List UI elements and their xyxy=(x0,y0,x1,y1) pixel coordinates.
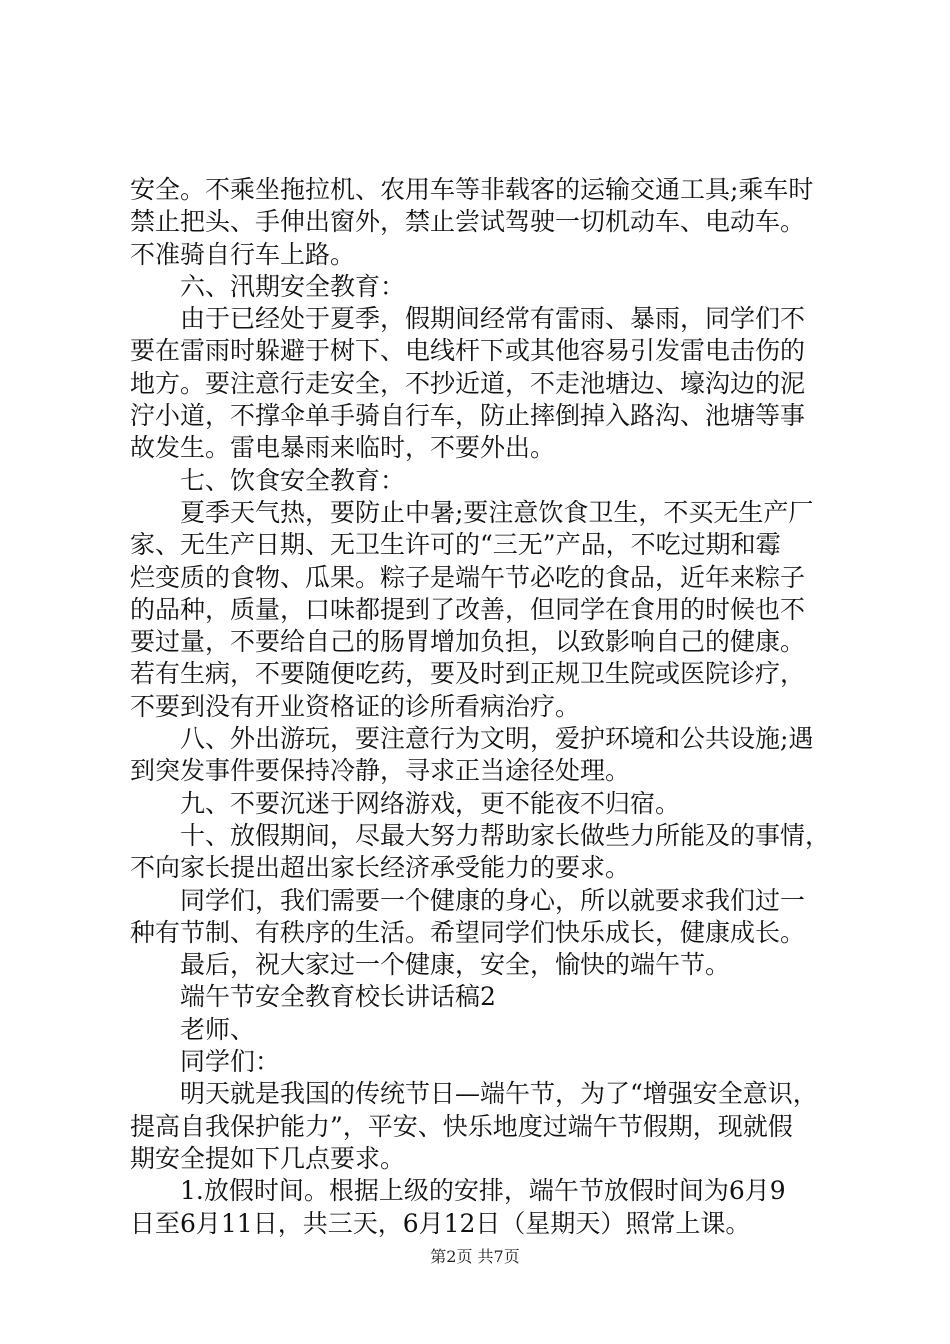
text-line: 同学们： xyxy=(180,1047,281,1077)
text-line: 1.放假时间。根据上级的安排，端午节放假时间为6月9 xyxy=(180,1176,786,1206)
text-line: 家、无生产日期、无卫生许可的“三无”产品，不吃过期和霉 xyxy=(130,530,781,560)
text-line: 要在雷雨时躲避于树下、电线杆下或其他容易引发雷电击伤的 xyxy=(130,336,806,366)
text-line: 夏季天气热，要防止中暑;要注意饮食卫生，不买无生产厂 xyxy=(180,497,814,527)
text-line: 泞小道，不撑伞单手骑自行车，防止摔倒掉入路沟、池塘等事 xyxy=(130,401,806,431)
text-line: 最后，祝大家过一个健康，安全，愉快的端午节。 xyxy=(180,950,731,980)
text-line: 不向家长提出超出家长经济承受能力的要求。 xyxy=(130,853,631,883)
text-line: 八、外出游玩，要注意行为文明，爱护环境和公共设施;遇 xyxy=(180,724,814,754)
text-line: 不准骑自行车上路。 xyxy=(130,239,356,269)
text-line: 六、汛期安全教育： xyxy=(180,271,406,301)
text-line: 端午节安全教育校长讲话稿2 xyxy=(180,982,496,1012)
text-line: 安全。不乘坐拖拉机、农用车等非载客的运输交通工具;乘车时 xyxy=(130,175,814,204)
text-line: 十、放假期间，尽最大努力帮助家长做些力所能及的事情， xyxy=(180,820,831,850)
text-line: 老师、 xyxy=(180,1014,256,1044)
text-line: 由于已经处于夏季，假期间经常有雷雨、暴雨，同学们不 xyxy=(180,304,806,334)
text-line: 同学们，我们需要一个健康的身心，所以就要求我们过一 xyxy=(180,885,806,915)
document-body xyxy=(130,174,830,1240)
text-line: 日至6月11日，共三天，6月12日（星期天）照常上课。 xyxy=(130,1208,751,1238)
page-footer: 第2页 共7页 xyxy=(430,1247,520,1266)
text-line: 七、饮食安全教育： xyxy=(180,465,406,495)
text-line: 要过量，不要给自己的肠胃增加负担，以致影响自己的健康。 xyxy=(130,627,806,657)
text-line: 明天就是我国的传统节日—端午节，为了“增强安全意识， xyxy=(180,1079,818,1109)
text-line: 期安全提如下几点要求。 xyxy=(130,1143,406,1173)
text-line: 的品种，质量，口味都提到了改善，但同学在食用的时候也不 xyxy=(130,594,806,624)
text-line: 种有节制、有秩序的生活。希望同学们快乐成长，健康成长。 xyxy=(130,917,806,947)
text-line: 禁止把头、手伸出窗外，禁止尝试驾驶一切机动车、电动车。 xyxy=(130,207,806,237)
text-line: 不要到没有开业资格证的诊所看病治疗。 xyxy=(130,691,581,721)
text-line: 到突发事件要保持冷静，寻求正当途径处理。 xyxy=(130,756,631,786)
text-line: 烂变质的食物、瓜果。粽子是端午节必吃的食品，近年来粽子 xyxy=(130,562,806,592)
text-line: 地方。要注意行走安全，不抄近道，不走池塘边、壕沟边的泥 xyxy=(130,368,806,398)
text-line: 九、不要沉迷于网络游戏，更不能夜不归宿。 xyxy=(180,788,681,818)
text-line: 故发生。雷电暴雨来临时，不要外出。 xyxy=(130,433,556,463)
text-line: 提高自我保护能力”，平安、快乐地度过端午节假期，现就假 xyxy=(130,1111,793,1141)
text-line: 若有生病，不要随便吃药，要及时到正规卫生院或医院诊疗， xyxy=(130,659,806,689)
